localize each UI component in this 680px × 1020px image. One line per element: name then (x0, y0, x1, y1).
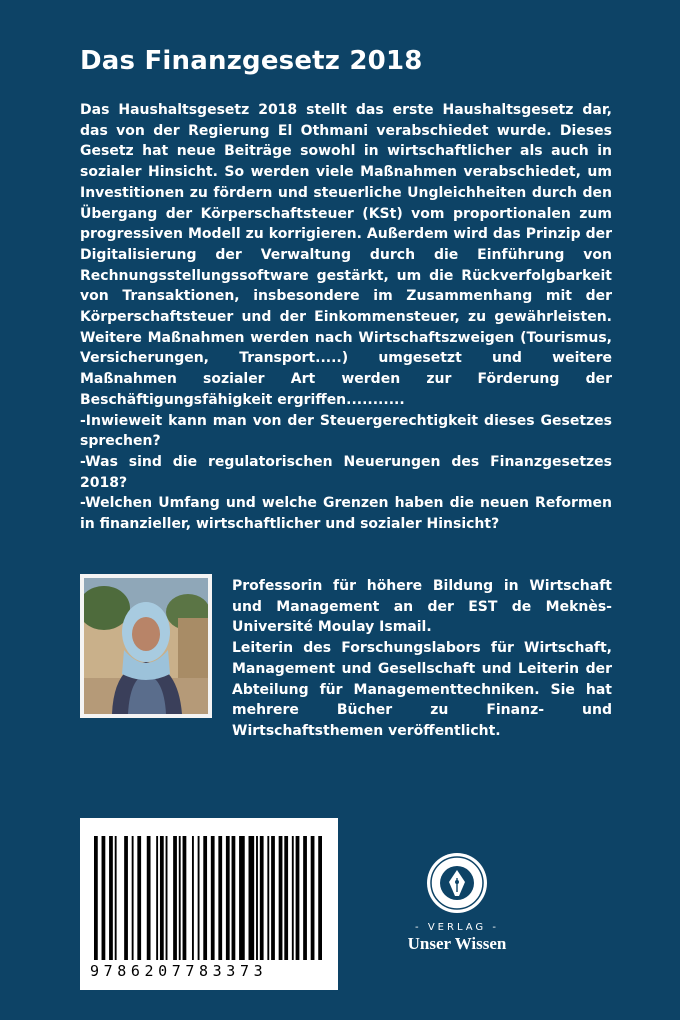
blurb-paragraph: Das Haushaltsgesetz 2018 stellt das erste Haushaltsgesetz dar, das von der Regierung El Othmani verabschiedet wurde. Dieses Gesetz hat neue Beiträge sowohl in wirtschaftlicher als auch in sozialer Hinsicht. So werden viele Maßnahmen verabschiedet, um Investitionen zu fördern und steuerliche Ungleichheiten durch den Übergang der Körperschaftsteuer (KSt) vom proportionalen zum progressiven Modell zu korrigieren. Außerdem wird das Prinzip der Digitalisierung der Verwaltung durch die Einführung von Rechnungsstellungssoftware gestärkt, um die Rückverfolgbarkeit von Transaktionen, insbesondere im Zusammenhang mit der Körperschaftsteuer und der Einkommensteuer, zu gewährleisten. Weitere Maßnahmen werden nach Wirtschaftszweigen (Tourismus, Versicherungen, Transport.....) umgesetzt und weitere Maßnahmen sozialer Art werden zur Förderung der Beschäftigungsfähigkeit ergriffen........... (80, 102, 612, 408)
author-photo (80, 574, 212, 718)
author-bio (232, 576, 612, 742)
author-portrait-image (84, 578, 208, 714)
blurb-question-3: -Welchen Umfang und welche Grenzen haben die neuen Reformen in finanzieller, wirtschaftlicher und sozialer Hinsicht? (80, 495, 612, 533)
barcode-bar-22 (249, 836, 255, 960)
barcode-bar-12 (179, 836, 181, 960)
author-bio-paragraph-2: Leiterin des Forschungslabors für Wirtschaft, Management und Gesellschaft und Leiterin der Abteilung für Managementtechniken. Sie hat mehrere Bücher zu Finanz- und Wirtschaftsthemen veröffentlicht. (232, 640, 612, 739)
barcode-bar-3 (115, 836, 117, 960)
barcode-bars (94, 836, 324, 960)
barcode-bar-2 (109, 836, 113, 960)
barcode-bar-25 (267, 836, 269, 960)
barcode-bar-6 (137, 836, 141, 960)
publisher-verlag-label: - VERLAG - (415, 922, 499, 933)
barcode-bar-33 (318, 836, 322, 960)
barcode-bar-29 (292, 836, 294, 960)
barcode-bar-31 (303, 836, 307, 960)
barcode-bar-17 (211, 836, 215, 960)
barcode-bar-19 (226, 836, 230, 960)
barcode-bar-27 (279, 836, 283, 960)
barcode-bar-0 (94, 836, 98, 960)
publisher-name: Unser Wissen (407, 934, 507, 953)
barcode-bar-23 (256, 836, 258, 960)
barcode-bar-16 (203, 836, 207, 960)
barcode-bar-4 (124, 836, 128, 960)
barcode-bar-15 (198, 836, 200, 960)
barcode-bar-30 (296, 836, 300, 960)
barcode-bar-24 (260, 836, 264, 960)
barcode-bar-7 (147, 836, 151, 960)
barcode-bar-14 (192, 836, 194, 960)
isbn-digits: 9786207783373 (90, 962, 268, 980)
barcode-bar-10 (166, 836, 168, 960)
barcode-bar-13 (183, 836, 187, 960)
barcode-bar-32 (311, 836, 315, 960)
barcode-bar-21 (239, 836, 245, 960)
barcode-bar-1 (102, 836, 106, 960)
fountain-pen-seal-icon (426, 852, 488, 914)
blurb-question-1: -Inwieweit kann man von der Steuergerechtigkeit dieses Gesetzes sprechen? (80, 412, 612, 450)
barcode-bar-8 (156, 836, 158, 960)
barcode-bar-28 (284, 836, 288, 960)
barcode-bar-18 (218, 836, 222, 960)
barcode-bar-20 (232, 836, 236, 960)
publisher-logo (392, 852, 522, 954)
book-title: Das Finanzgesetz 2018 (80, 46, 423, 76)
isbn-barcode (80, 818, 338, 990)
barcode-bar-11 (173, 836, 177, 960)
author-bio-paragraph-1: Professorin für höhere Bildung in Wirtschaft und Management an der EST de Meknès-Université Moulay Ismail. (232, 578, 612, 636)
blurb-question-2: -Was sind die regulatorischen Neuerungen des Finanzgesetzes 2018? (80, 453, 612, 491)
barcode-bar-26 (271, 836, 275, 960)
barcode-bar-5 (132, 836, 134, 960)
book-blurb (80, 100, 612, 535)
barcode-bar-9 (160, 836, 164, 960)
